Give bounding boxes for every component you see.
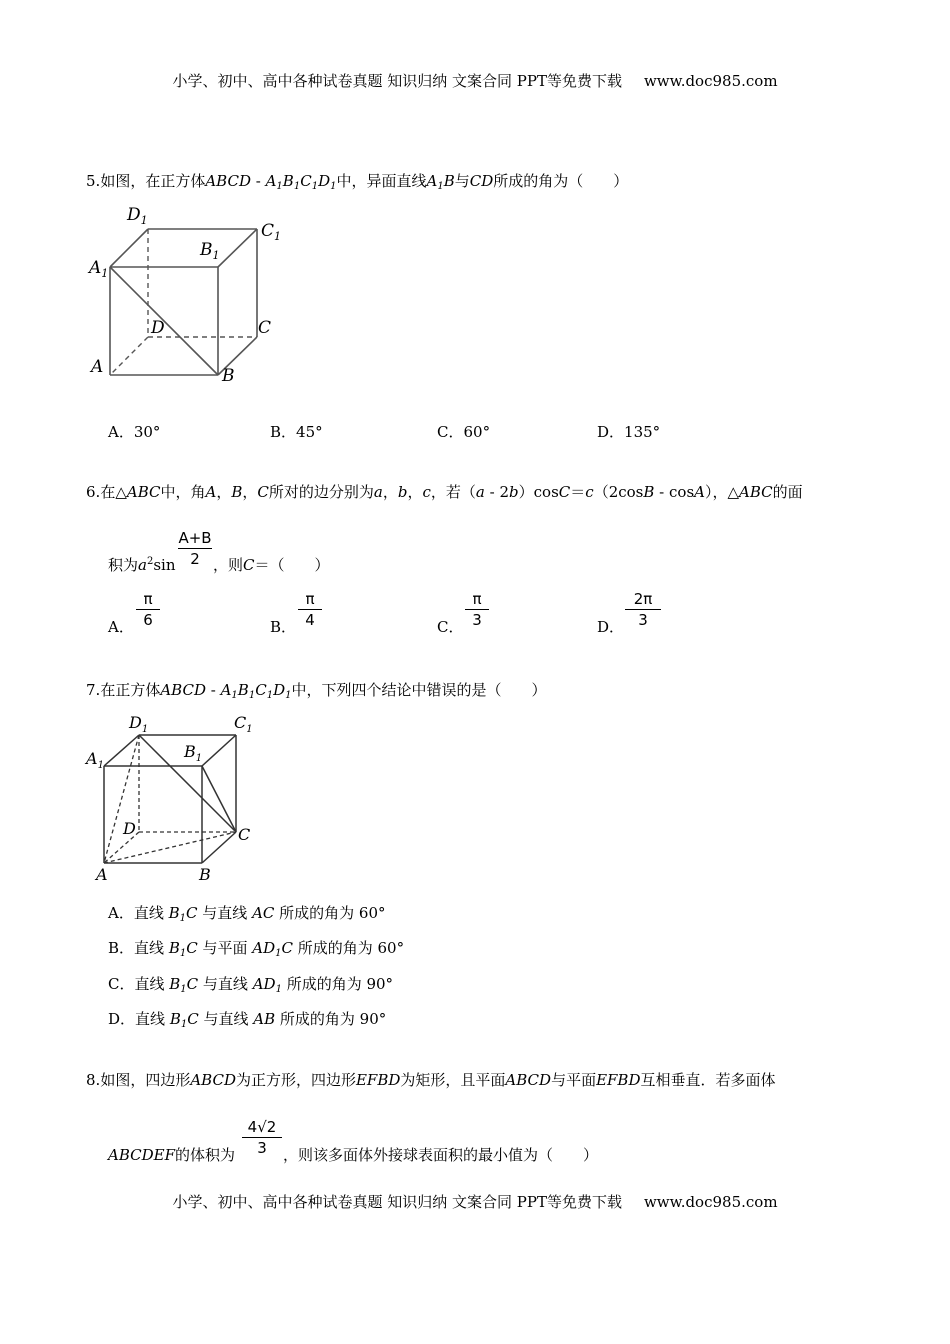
q6-option-c-letter[interactable]: C． [437,618,464,636]
q6-b2: b [509,483,519,501]
q7-dash: - [205,681,221,699]
q8-abcd2: ABCD [505,1071,552,1089]
q6-C: C [257,483,269,501]
q5-cd: CD [469,172,494,190]
q7-label-D1: $D_1$ [129,713,149,735]
q8-frac-num: 4√2 [247,1118,277,1136]
q8-t3: 为矩形，且平面 [400,1071,506,1089]
q7-opt-a-mid: 与直线 [197,904,253,922]
q7-opt-b-post: 所成的角为 60° [292,939,405,957]
q6-opt-c-den: 3 [472,611,482,629]
q7-opt-a-pre: 直线 [133,904,169,922]
q6-comma2: ， [242,483,258,501]
q7-label-A1: $A_1$ [86,749,104,771]
q6-t4: - 2 [484,483,510,501]
q6-opt-c-num: π [472,590,482,608]
q6-opt-d-num: 2π [633,590,653,608]
page-header [0,70,950,91]
q6-stem-line2b [213,554,330,575]
q6-t8: - cos [654,483,695,501]
q6-abc: ABC [126,483,161,501]
q5-option-c-text: 60° [463,423,491,441]
header-site: www.doc985.com [643,72,778,90]
footer-site: www.doc985.com [643,1193,778,1211]
q6-comma3: ， [382,483,398,501]
q6-opt-b-num: π [305,590,315,608]
q8-t7: ，则该多面体外接球表面积的最小值为（ ） [283,1146,599,1164]
q6-comma4: ， [407,483,423,501]
q5-label-C: C [258,318,272,338]
q6-abc2: ABC [739,483,773,501]
q6-option-a-frac [136,590,160,629]
q7-option-a[interactable] [108,902,386,924]
q5-option-b[interactable] [270,421,323,442]
q7-option-b[interactable] [108,937,404,959]
q8-t5: 互相垂直．若多面体 [640,1071,776,1089]
q6-intro: 在△ [100,483,127,501]
q5-option-d-letter: D． [597,423,625,441]
q6-comma1: ， [216,483,232,501]
q7-opt-d-letter: D． [108,1010,136,1028]
q8-volume-fraction [242,1118,282,1157]
q5-stem [86,170,628,192]
q6-option-b-letter[interactable]: B． [270,618,297,636]
q7-solid: ABCD [160,681,206,699]
q5-cube-figure [85,200,285,390]
q6-stem-line1 [86,481,803,502]
q8-abcd: ABCD [190,1071,236,1089]
q7-label-A: A [96,865,108,884]
q5-after: 与 [454,172,470,190]
q6-a2: a [475,483,485,501]
q7-opt-d-pre: 直线 [135,1010,170,1028]
q5-option-b-text: 45° [296,423,323,441]
q6-opt-a-num: π [143,590,153,608]
q5-label-C1: $C_1$ [261,221,282,243]
q5-mid: 中，异面直线 [336,172,427,190]
q6-B2: B [643,483,655,501]
q5-solid: ABCD [205,172,251,190]
q8-t4: 与平面 [551,1071,597,1089]
q5-tail: 所成的角为（ ） [493,172,629,190]
q5-a1: $A_1B_1C_1D_1$ [265,172,337,192]
q7-opt-d-b1c: $B_1C$ [169,1010,199,1030]
q7-opt-d-mid: 与直线 [198,1010,254,1028]
q5-label-B1: $B_1$ [200,240,220,262]
q5-dash: - [250,172,266,190]
q7-opt-b-b1c: $B_1C$ [168,939,198,959]
q6-frac-num: A+B [178,529,212,547]
q7-stem [86,679,546,701]
q5-option-c-letter: C． [437,423,464,441]
q7-opt-c-post: 所成的角为 90° [281,975,394,993]
q6-t3: ，若（ [430,483,476,501]
q7-opt-a-b1c: $B_1C$ [168,904,198,924]
q7-opt-b-letter: B． [108,939,135,957]
q5-intro: 如图，在正方体 [100,172,206,190]
q6-opt-a-den: 6 [143,611,153,629]
q7-tail: 中，下列四个结论中错误的是（ ） [291,681,547,699]
q6-t6: ＝ [570,483,586,501]
q6-opt-b-den: 4 [305,611,315,629]
q5-option-a-text: 30° [133,423,161,441]
q7-opt-c-obj: $AD_1$ [252,975,282,995]
q8-poly: ABCDEF [108,1146,175,1164]
q6-option-c-frac [465,590,489,629]
q6-C2: C [558,483,571,501]
q6-A2: A [694,483,705,501]
q7-opt-c-letter: C． [108,975,135,993]
q7-number: 7. [86,681,101,699]
q6-t9: ），△ [704,483,740,501]
q7-opt-d-obj: AB [253,1010,276,1028]
q7-opt-a-post: 所成的角为 60° [274,904,386,922]
q6-option-d-letter[interactable]: D． [597,618,625,636]
q5-label-D: D [151,318,165,338]
q6-t2: 所对的边分别为 [268,483,374,501]
q6-stem-fraction [178,529,212,568]
q6-sin: sin [153,556,176,574]
q6-stem-line2a [108,554,176,575]
q5-label-A1: $A_1$ [89,258,109,280]
q5-option-a[interactable] [108,421,160,442]
q8-frac-den: 3 [257,1139,267,1157]
q8-t6: 的体积为 [175,1146,236,1164]
q7-opt-a-obj: AC [252,904,275,922]
q6-b: b [397,483,408,501]
q7-opt-a-letter: A． [108,904,134,922]
q6-C3: C [243,556,255,574]
q7-opt-c-mid: 与直线 [198,975,253,993]
q6-line2a: 积为 [108,556,139,574]
q6-option-b-frac [298,590,322,629]
q6-t5: ）cos [518,483,559,501]
q7-opt-d-post: 所成的角为 90° [275,1010,387,1028]
q7-label-D: D [123,819,136,838]
q7-label-B: B [199,865,211,884]
q6-t7: （2cos [593,483,644,501]
footer-text: 小学、初中、高中各种试卷真题 知识归纳 文案合同 PPT等免费下载 [172,1193,622,1211]
q7-a1: $A_1B_1C_1D_1$ [220,681,292,701]
page-footer [0,1191,950,1212]
q7-label-C: C [238,825,251,844]
q7-cube-figure [84,708,264,888]
q8-t2: 为正方形，四边形 [235,1071,356,1089]
q7-option-c[interactable] [108,973,393,995]
q6-t1: 中，角 [160,483,206,501]
q7-opt-b-mid: 与平面 [197,939,253,957]
q8-stem-line1 [86,1069,776,1090]
q5-option-d-text: 135° [624,423,661,441]
q6-B: B [231,483,243,501]
q6-number: 6. [86,483,101,501]
q6-A: A [205,483,217,501]
q7-opt-c-b1c: $B_1C$ [169,975,199,995]
q6-line2b: ，则 [213,556,244,574]
q8-efbd2: EFBD [596,1071,641,1089]
q5-option-c[interactable] [437,421,490,442]
q8-stem-line2a [108,1144,235,1165]
q6-t10: 的面 [772,483,803,501]
q5-number: 5. [86,172,101,190]
q6-opt-d-den: 3 [638,611,648,629]
q6-option-a-letter[interactable]: A． [108,618,134,636]
q7-intro: 在正方体 [100,681,161,699]
q7-label-C1: $C_1$ [234,713,253,735]
q7-option-d[interactable] [108,1008,386,1030]
q6-a3: a [138,556,147,574]
q5-label-A: A [91,357,104,377]
header-text: 小学、初中、高中各种试卷真题 知识归纳 文案合同 PPT等免费下载 [172,72,622,90]
q6-c: c [422,483,431,501]
q6-a: a [373,483,383,501]
q5-option-d[interactable] [597,421,660,442]
q5-label-B: B [222,366,235,386]
q6-frac-den: 2 [190,550,200,568]
q8-stem-line2b [283,1144,598,1165]
q5-label-D1: $D_1$ [127,205,148,227]
q7-opt-b-pre: 直线 [134,939,169,957]
q7-opt-c-pre: 直线 [134,975,170,993]
q6-line2c: ＝（ ） [254,556,330,574]
q6-sq: 2 [146,556,154,567]
q5-option-a-letter: A． [108,423,134,441]
q6-option-d-frac [625,590,661,629]
q5-a1b: $A_1B$ [426,172,455,192]
q5-option-b-letter: B． [270,423,297,441]
q7-opt-b-obj: $AD_1C$ [252,939,293,959]
q8-t1: 如图，四边形 [100,1071,191,1089]
q8-number: 8. [86,1071,101,1089]
q6-c2: c [585,483,594,501]
q8-efbd: EFBD [355,1071,401,1089]
q7-label-B1: $B_1$ [184,742,203,764]
